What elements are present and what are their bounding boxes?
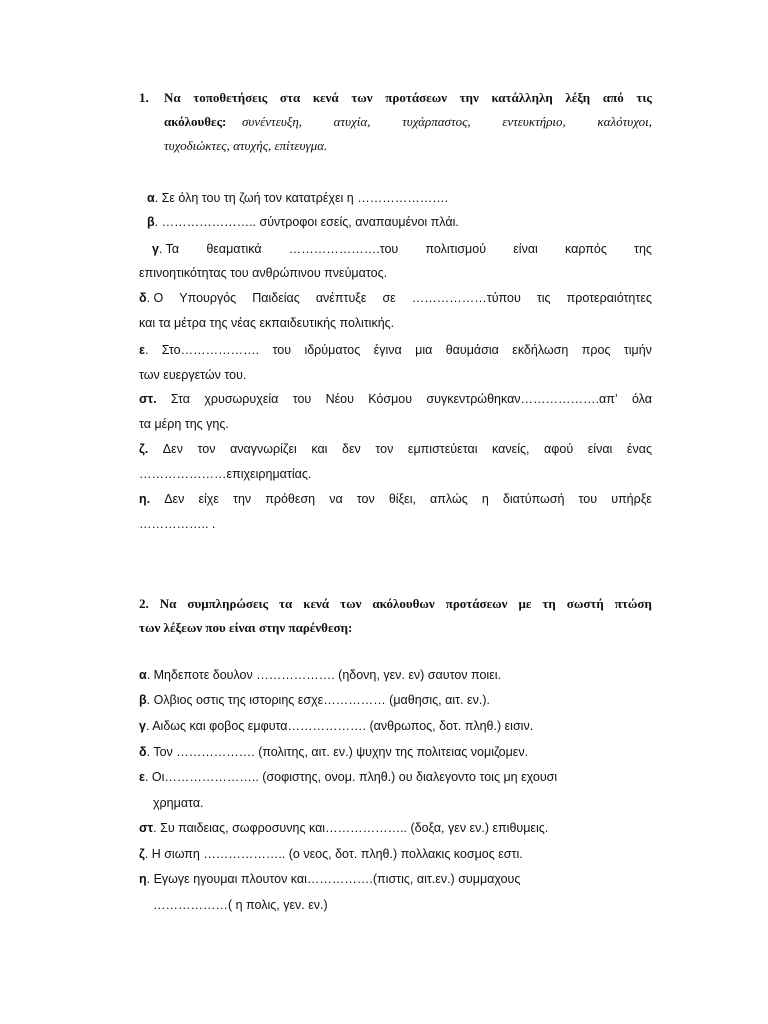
q1-item-st-line1 — [139, 391, 652, 407]
q1-number: 1. — [139, 90, 149, 105]
word: καρπός — [565, 242, 607, 256]
word: Παιδείας — [252, 291, 300, 305]
q1-word-bank-line1 — [242, 114, 652, 130]
word: εμπιστεύεται — [407, 442, 478, 456]
item-label: ζ — [139, 847, 145, 861]
item-text: . Σε όλη του τη ζωή τον κατατρέχει η …………………. — [154, 191, 449, 205]
item-label: γ — [139, 719, 146, 733]
q1-word-bank-text: τυχοδιώκτες, ατυχής, επίτευγμα. — [164, 138, 328, 153]
item-label: β — [147, 215, 155, 229]
word: και — [311, 442, 328, 456]
word: τη — [542, 596, 556, 611]
item-label: η — [139, 872, 147, 886]
word: Στα — [170, 392, 191, 406]
q2-item-z — [139, 846, 523, 862]
q2-item-b — [139, 692, 490, 708]
word: κανείς, — [492, 442, 530, 456]
word: ατυχία, — [333, 114, 371, 129]
word: Δεν — [164, 492, 185, 506]
word: ιδρύματος — [304, 343, 361, 357]
q1-item-b — [147, 214, 459, 230]
item-label: δ — [139, 745, 147, 759]
word: συγκεντρώθηκαν……………….απ’ — [426, 392, 618, 406]
word: να — [329, 492, 343, 506]
word: Στο………………. — [161, 343, 260, 357]
item-label-wrap: δ. Ο — [139, 291, 164, 305]
word: Υπουργός — [179, 291, 237, 305]
q1-item-e-line1 — [139, 342, 652, 358]
word: με — [518, 596, 532, 611]
q1-item-z-line1 — [139, 441, 652, 457]
q2-item-d — [139, 744, 528, 760]
word: θίξει, — [388, 492, 416, 506]
word: την — [459, 90, 479, 105]
q2-item-h — [139, 871, 520, 887]
word: τον — [197, 442, 216, 456]
word: του — [292, 392, 312, 406]
q1-item-h-line2: …………….. . — [139, 517, 216, 531]
word: εντευκτήριο, — [502, 114, 566, 129]
word: προτεραιότητες — [566, 291, 652, 305]
q1-title-line1 — [164, 90, 652, 106]
word: λέξη — [565, 90, 591, 105]
q2-item-a — [139, 667, 501, 683]
q2-item-g — [139, 718, 533, 734]
q2-item-h-line2: ………………( η πολις, γεν. εν.) — [153, 898, 328, 912]
item-label: γ — [152, 242, 159, 256]
word: Να — [164, 90, 181, 105]
q1-item-st-line2: τα μέρη της γης. — [139, 417, 229, 431]
word: εκδήλωση — [512, 343, 569, 357]
item-label: α — [147, 191, 155, 205]
word: πολιτισμού — [425, 242, 487, 256]
item-label-wrap: ε. — [139, 343, 149, 357]
q1-item-d-line1 — [139, 290, 652, 306]
item-label-wrap: γ. Τα — [152, 242, 180, 256]
word: Κόσμου — [368, 392, 413, 406]
item-label: στ. — [139, 392, 157, 406]
word: τα — [279, 596, 293, 611]
q1-title-line2 — [164, 114, 652, 130]
item-text: . Η σιωπη ……………….. (ο νεος, δοτ. πληθ.) πολλακις κοσμος εστι. — [144, 847, 523, 861]
word: ανέπτυξε — [315, 291, 367, 305]
word: την — [233, 492, 252, 506]
item-label: ε — [139, 343, 145, 357]
word: κενά — [312, 90, 339, 105]
word: τον — [375, 442, 394, 456]
word: έγινα — [373, 343, 402, 357]
item-text: . Μηδεποτε δουλον ………………. (ηδονη, γεν. εν) σαυτον ποιει. — [146, 668, 502, 682]
word: είναι — [587, 442, 613, 456]
word: προς — [581, 343, 611, 357]
word: ………………….του — [288, 242, 399, 256]
word: δεν — [342, 442, 361, 456]
word: 2. — [139, 596, 149, 611]
item-text: . Εγωγε ηγουμαι πλουτον και…………….(πιστις, αιτ.εν.) συμμαχους — [146, 872, 521, 886]
word: Να — [159, 596, 177, 611]
word: αναγνωρίζει — [230, 442, 297, 456]
word: τυχάρπαστος, — [402, 114, 471, 129]
word: συνέντευξη, — [242, 114, 303, 129]
word: του — [272, 343, 292, 357]
word: όλα — [631, 392, 652, 406]
word: ακόλουθων — [372, 596, 435, 611]
word: κενά — [303, 596, 330, 611]
word: του — [578, 492, 598, 506]
item-text: . ………………….. σύντροφοι εσείς, αναπαυμένοι πλάι. — [154, 215, 459, 229]
word: θεαματικά — [206, 242, 262, 256]
q1-item-g-line1 — [152, 241, 652, 257]
item-text: . Αιδως και φοβος εμφυτα………………. (ανθρωπος, δοτ. πληθ.) εισιν. — [145, 719, 534, 733]
word: είχε — [198, 492, 219, 506]
q2-title-line2: των λέξεων που είναι στην παρένθεση: — [139, 620, 353, 635]
q1-item-h-line1 — [139, 491, 652, 507]
q1-item-e-line2: των ευεργετών του. — [139, 368, 247, 382]
item-text: . Τον ………………. (πολιτης, αιτ. εν.) ψυχην της πολιτειας νομιζομεν. — [146, 745, 529, 759]
item-label: ζ. — [139, 442, 149, 456]
word: Νέου — [325, 392, 354, 406]
word: πρόθεση — [265, 492, 316, 506]
word: σωστή — [566, 596, 604, 611]
q1-item-g-line2: επινοητικότητας του ανθρώπινου πνεύματος. — [139, 266, 388, 280]
word: θαυμάσια — [445, 343, 499, 357]
word: της — [634, 242, 652, 256]
item-label: στ — [139, 821, 154, 835]
word: πτώση — [614, 596, 652, 611]
word: χρυσωρυχεία — [204, 392, 279, 406]
word: ………………τύπου — [411, 291, 521, 305]
word: κατάλληλη — [491, 90, 553, 105]
item-text: . Ολβιος οστις της ιστοριης εσχε…………… (μαθησις, αιτ. εν.). — [146, 693, 490, 707]
item-label: δ — [139, 291, 147, 305]
item-label: α — [139, 668, 147, 682]
word: από — [602, 90, 624, 105]
word: τοποθετήσεις — [193, 90, 268, 105]
word: τις — [636, 90, 652, 105]
q2-title-line1 — [139, 596, 652, 612]
word: των — [351, 90, 373, 105]
q2-item-e — [139, 769, 557, 785]
word: ένας — [626, 442, 652, 456]
q1-title-bold: ακόλουθες: — [164, 114, 227, 129]
q2-item-e-line2: χρηματα. — [153, 796, 204, 810]
q1-item-d-line2: και τα μέτρα της νέας εκπαιδευτικής πολιτικής. — [139, 316, 395, 330]
word: προτάσεων — [445, 596, 508, 611]
item-text: . Οι………………….. (σοφιστης, ονομ. πληθ.) ου διαλεγοντο τοις μη εχουσι — [144, 770, 558, 784]
word: Δεν — [162, 442, 183, 456]
q1-word-bank-line2 — [164, 138, 327, 154]
word: η — [481, 492, 489, 506]
word: τις — [536, 291, 551, 305]
word: είναι — [513, 242, 538, 256]
word: συμπληρώσεις — [187, 596, 269, 611]
q1-item-a — [147, 190, 448, 206]
item-text: . Συ παιδειας, σωφροσυνης και……………….. (δοξα, γεν εν.) επιθυμεις. — [153, 821, 549, 835]
item-label: η. — [139, 492, 151, 506]
word: αφού — [544, 442, 574, 456]
q2-item-st — [139, 820, 548, 836]
word: μια — [415, 343, 433, 357]
item-label: ε — [139, 770, 145, 784]
word: υπήρξε — [611, 492, 652, 506]
word: διατύπωσή — [502, 492, 565, 506]
word: καλότυχοι, — [597, 114, 652, 129]
q1-item-z-line2: …………………επιχειρηματίας. — [139, 467, 312, 481]
word: στα — [279, 90, 301, 105]
word: προτάσεων — [385, 90, 448, 105]
word: απλώς — [430, 492, 468, 506]
word: τιμήν — [623, 343, 652, 357]
word: τον — [356, 492, 375, 506]
item-label: β — [139, 693, 147, 707]
word: σε — [382, 291, 396, 305]
word: των — [340, 596, 362, 611]
